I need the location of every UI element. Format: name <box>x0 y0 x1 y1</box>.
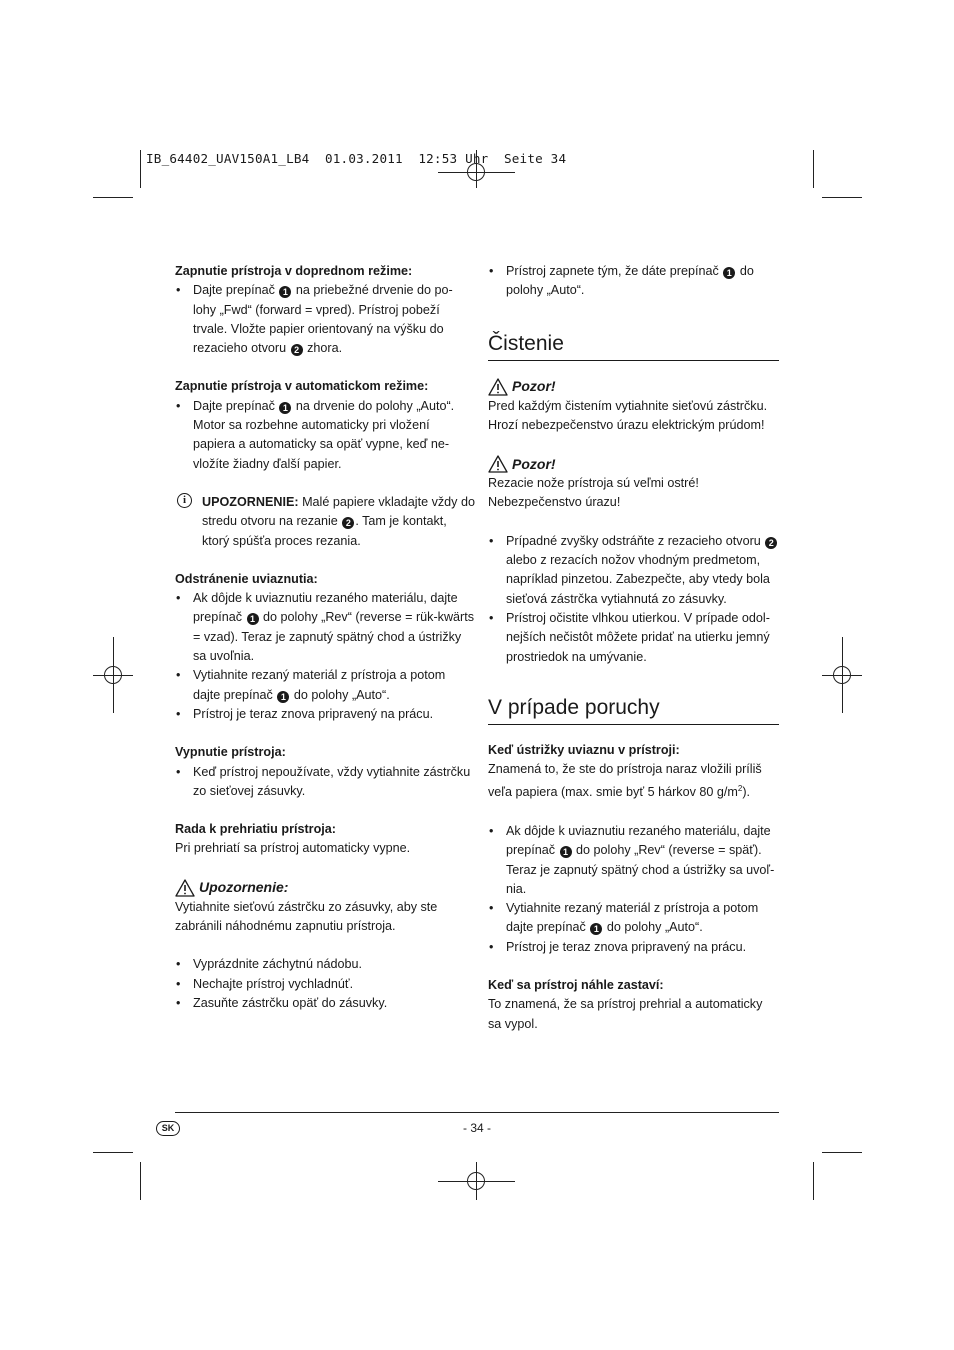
bullet-list <box>175 589 475 724</box>
page-number: - 34 - <box>462 1121 491 1135</box>
bullet-list <box>175 281 475 358</box>
bullet-list <box>488 532 779 667</box>
cutting-slot-number-badge: 2 <box>342 517 354 529</box>
bullet-list <box>175 763 475 802</box>
list-item: • Vyprázdnite záchytnú nádobu. <box>175 955 475 974</box>
left-column <box>175 262 475 1013</box>
warning-triangle-icon <box>175 879 195 897</box>
list-item: • Vytiahnite rezaný materiál z prístroja a potom dajte prepínač 1 do polohy „Auto“. <box>175 666 475 705</box>
list-item: • Dajte prepínač 1 na priebežné drvenie do po-lohy „Fwd“ (forward = vpred). Prístroj pobeží trvale. Vložte papier orientovaný na výšku do rezacieho otvoru 2 zhora. <box>175 281 475 358</box>
paragraph: Pred každým čistením vytiahnite sieťovú zástrčku. Hrozí nebezpečenstvo úrazu elektrickým prúdom! <box>488 398 768 432</box>
list-item: • Zasuňte zástrčku opäť do zásuvky. <box>175 994 475 1013</box>
switch-number-badge: 1 <box>277 691 289 703</box>
paragraph: Pri prehriatí sa prístroj automaticky vypne. <box>175 841 411 856</box>
section-title: Vypnutie prístroja: <box>175 745 286 760</box>
switch-number-badge: 1 <box>279 402 291 414</box>
cutting-slot-number-badge: 2 <box>765 537 777 549</box>
switch-number-badge: 1 <box>247 613 259 625</box>
switch-number-badge: 1 <box>279 286 291 298</box>
info-icon: i <box>177 493 192 508</box>
list-item: • Nechajte prístroj vychladnúť. <box>175 975 475 994</box>
list-item: • Prístroj je teraz znova pripravený na prácu. <box>175 705 475 724</box>
switch-number-badge: 1 <box>723 267 735 279</box>
bullet-list <box>175 397 475 474</box>
list-item: • Dajte prepínač 1 na drvenie do polohy „Auto“. Motor sa rozbehne automaticky pri vložení papiera a automaticky sa opäť vypne, keď ne-vložíte žiadny ďalší papier. <box>175 397 475 474</box>
footer-divider <box>175 1112 779 1113</box>
warning-heading: Pozor! <box>488 454 779 474</box>
section-heading-cleaning: Čistenie <box>488 331 779 361</box>
paragraph: Vytiahnite sieťovú zástrčku zo zásuvky, aby ste zabránili náhodnému zapnutiu prístroja. <box>175 899 438 934</box>
list-item: • Prístroj očistite vlhkou utierkou. V prípade odol-nejších nečistôt môžete pridať na utierku jemný prostriedok na umývanie. <box>488 609 779 667</box>
bullet-list <box>488 262 779 301</box>
list-item: • Prístroj je teraz znova pripravený na prácu. <box>488 938 779 957</box>
section-title: Zapnutie prístroja v automatickom režime: <box>175 379 429 394</box>
paragraph: Rezacie nože prístroja sú veľmi ostré! Nebezpečenstvo úrazu! <box>488 476 699 510</box>
section-title: Keď sa prístroj náhle zastaví: <box>488 978 664 993</box>
list-item: • Prístroj zapnete tým, že dáte prepínač 1 do polohy „Auto“. <box>488 262 779 301</box>
language-badge: SK <box>156 1121 180 1136</box>
switch-number-badge: 1 <box>590 923 602 935</box>
switch-number-badge: 1 <box>560 846 572 858</box>
list-item: • Prípadné zvyšky odstráňte z rezacieho otvoru 2 alebo z rezacích nožov vhodným predmetom, napríklad pinzetou. Zabezpečte, aby vtedy bola sieťová zástrčka vytiahnutá zo zásuvky. <box>488 532 779 609</box>
print-slug: IB_64402_UAV150A1_LB4 01.03.2011 12:53 Uhr Seite 34 <box>146 151 567 166</box>
warning-triangle-icon <box>488 455 508 473</box>
list-item: • Ak dôjde k uviaznutiu rezaného materiálu, dajte prepínač 1 do polohy „Rev“ (reverse = späť). Teraz je zapnutý spätný chod a ústrižky sa uvoľ-nia. <box>488 822 779 899</box>
bullet-list <box>175 955 475 1013</box>
warning-heading: Upozornenie: <box>175 878 475 898</box>
cutting-slot-number-badge: 2 <box>291 344 303 356</box>
paragraph: To znamená, že sa prístroj prehrial a automaticky sa vypol. <box>488 997 763 1031</box>
section-title: Rada k prehriatiu prístroja: <box>175 822 336 837</box>
warning-heading: Pozor! <box>488 377 779 397</box>
right-column <box>488 262 779 1034</box>
paragraph: Znamená to, že ste do prístroja naraz vložili príliš veľa papiera (max. smie byť 5 hárkov 80 $g/m^2$). <box>488 762 762 800</box>
section-heading-troubleshooting: V prípade poruchy <box>488 695 779 725</box>
bullet-list <box>488 822 779 957</box>
info-notice: i UPOZORNENIE: Malé papiere vkladajte vždy do stredu otvoru na rezanie 2 . Tam je kontakt, ktorý spúšťa proces rezania. <box>175 493 475 551</box>
section-title: Zapnutie prístroja v doprednom režime: <box>175 264 413 278</box>
list-item: • Ak dôjde k uviaznutiu rezaného materiálu, dajte prepínač 1 do polohy „Rev“ (reverse = rük-kwärts = vzad). Teraz je zapnutý spätný chod a ústrižky sa uvoľnia. <box>175 589 475 666</box>
section-title: Odstránenie uviaznutia: <box>175 571 318 586</box>
warning-triangle-icon <box>488 378 508 396</box>
list-item: • Keď prístroj nepoužívate, vždy vytiahnite zástrčku zo sieťovej zásuvky. <box>175 763 475 802</box>
list-item: • Vytiahnite rezaný materiál z prístroja a potom dajte prepínač 1 do polohy „Auto“. <box>488 899 779 938</box>
section-title: Keď ústrižky uviaznu v prístroji: <box>488 742 680 757</box>
